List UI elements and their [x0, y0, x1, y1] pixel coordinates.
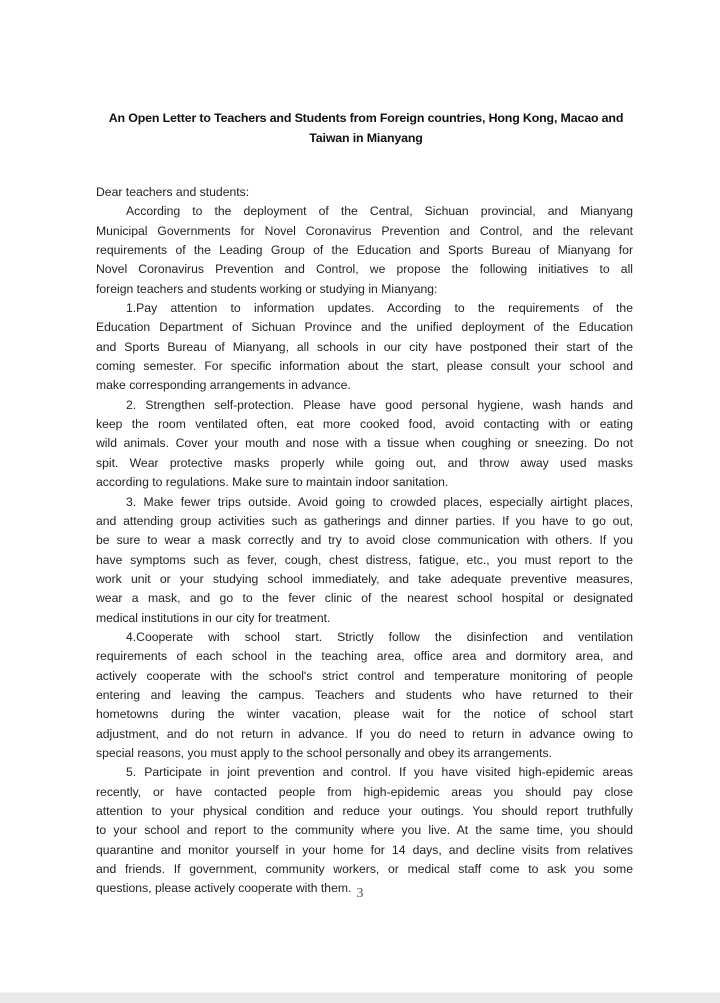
text-line: to your school and report to the community where you live. At the same time, you should [96, 823, 633, 838]
salutation: Dear teachers and students: [96, 185, 250, 199]
text-line: make corresponding arrangements in advance. [96, 378, 351, 393]
text-line: be sure to wear a mask correctly and try to avoid close communication with others. If you [96, 533, 633, 548]
title-line-1: An Open Letter to Teachers and Students from Foreign countries, Hong Kong, Macao and [108, 111, 624, 125]
text-line: recently, or have contacted people from high-epidemic areas you should pay close [96, 784, 633, 799]
text-line: 4.Cooperate with school start. Strictly follow the disinfection and ventilation [126, 629, 633, 644]
text-line: attention to your physical condition and reduce your outings. You should report truthfully [96, 804, 633, 818]
text-line: Education Department of Sichuan Province and the unified deployment of the Education [96, 320, 633, 335]
text-line: keep the room ventilated often, eat more cooked food, avoid contacting with or eating [96, 417, 633, 432]
text-line: wild animals. Cover your mouth and nose with a tissue when coughing or sneezing. Do not [96, 436, 633, 451]
text-line: quarantine and monitor yourself in your home for 14 days, and decline visits from relatives [96, 842, 633, 857]
text-line: 2. Strengthen self-protection. Please have good personal hygiene, wash hands and [126, 397, 633, 412]
text-line: entering and leaving the campus. Teachers and students who have returned to their [96, 687, 633, 702]
text-line: according to regulations. Make sure to maintain indoor sanitation. [96, 475, 449, 490]
text-line: and Sports Bureau of Mianyang, all schools in our city have postponed their start of the [96, 339, 633, 354]
text-line: requirements of the Leading Group of the Education and Sports Bureau of Mianyang for [96, 243, 633, 258]
paragraph-item-3 [96, 493, 633, 628]
text-line: and attending group activities such as gatherings and dinner parties. If you have to go out, [96, 513, 633, 528]
paragraph-item-1 [96, 299, 633, 396]
text-line: 3. Make fewer trips outside. Avoid going to crowded places, especially airtight places, [126, 494, 633, 509]
text-line: foreign teachers and students working or studying in Mianyang: [96, 281, 438, 296]
paragraph-item-5 [96, 763, 633, 898]
text-line: spit. Wear protective masks properly while going out, and throw away used masks [96, 455, 633, 470]
document-title [90, 108, 642, 148]
text-line: coming semester. For specific information about the start, please consult your school and [96, 359, 633, 374]
page-number: 3 [356, 886, 364, 901]
text-line: Municipal Governments for Novel Coronavirus Prevention and Control, and the relevant [96, 223, 633, 238]
paragraph-intro [96, 202, 633, 299]
text-line: special reasons, you must apply to the school personally and obey its arrangements. [96, 745, 552, 760]
text-line: 5. Participate in joint prevention and control. If you have visited high-epidemic areas [126, 765, 633, 780]
letter-body [96, 183, 633, 899]
text-line: hometowns during the winter vacation, please wait for the notice of school start [96, 707, 633, 722]
title-line-2: Taiwan in Mianyang [309, 131, 423, 145]
text-line: have symptoms such as fever, cough, chest distress, fatigue, etc., you must report to the [96, 552, 633, 567]
text-line: requirements of each school in the teaching area, office area and dormitory area, and [96, 649, 633, 664]
text-line: and friends. If government, community workers, or medical staff come to ask you some [96, 862, 633, 877]
paragraph-item-2 [96, 396, 633, 493]
text-line: questions, please actively cooperate with them. [96, 881, 352, 896]
paragraph-item-4 [96, 628, 633, 763]
text-line: medical institutions in our city for treatment. [96, 610, 331, 625]
text-line: Novel Coronavirus Prevention and Control, we propose the following initiatives to all [96, 262, 633, 277]
text-line: actively cooperate with the school's strict control and temperature monitoring of people [96, 668, 633, 683]
text-line: 1.Pay attention to information updates. According to the requirements of the [126, 301, 633, 316]
text-line: wear a mask, and go to the fever clinic of the nearest school hospital or designated [96, 591, 633, 606]
text-line: work unit or your studying school immediately, and take adequate preventive measures, [96, 571, 633, 586]
text-line: According to the deployment of the Central, Sichuan provincial, and Mianyang [126, 204, 633, 219]
text-line: adjustment, and do not return in advance. If you do need to return in advance owing to [96, 726, 633, 741]
bottom-edge-bar [0, 992, 720, 1003]
